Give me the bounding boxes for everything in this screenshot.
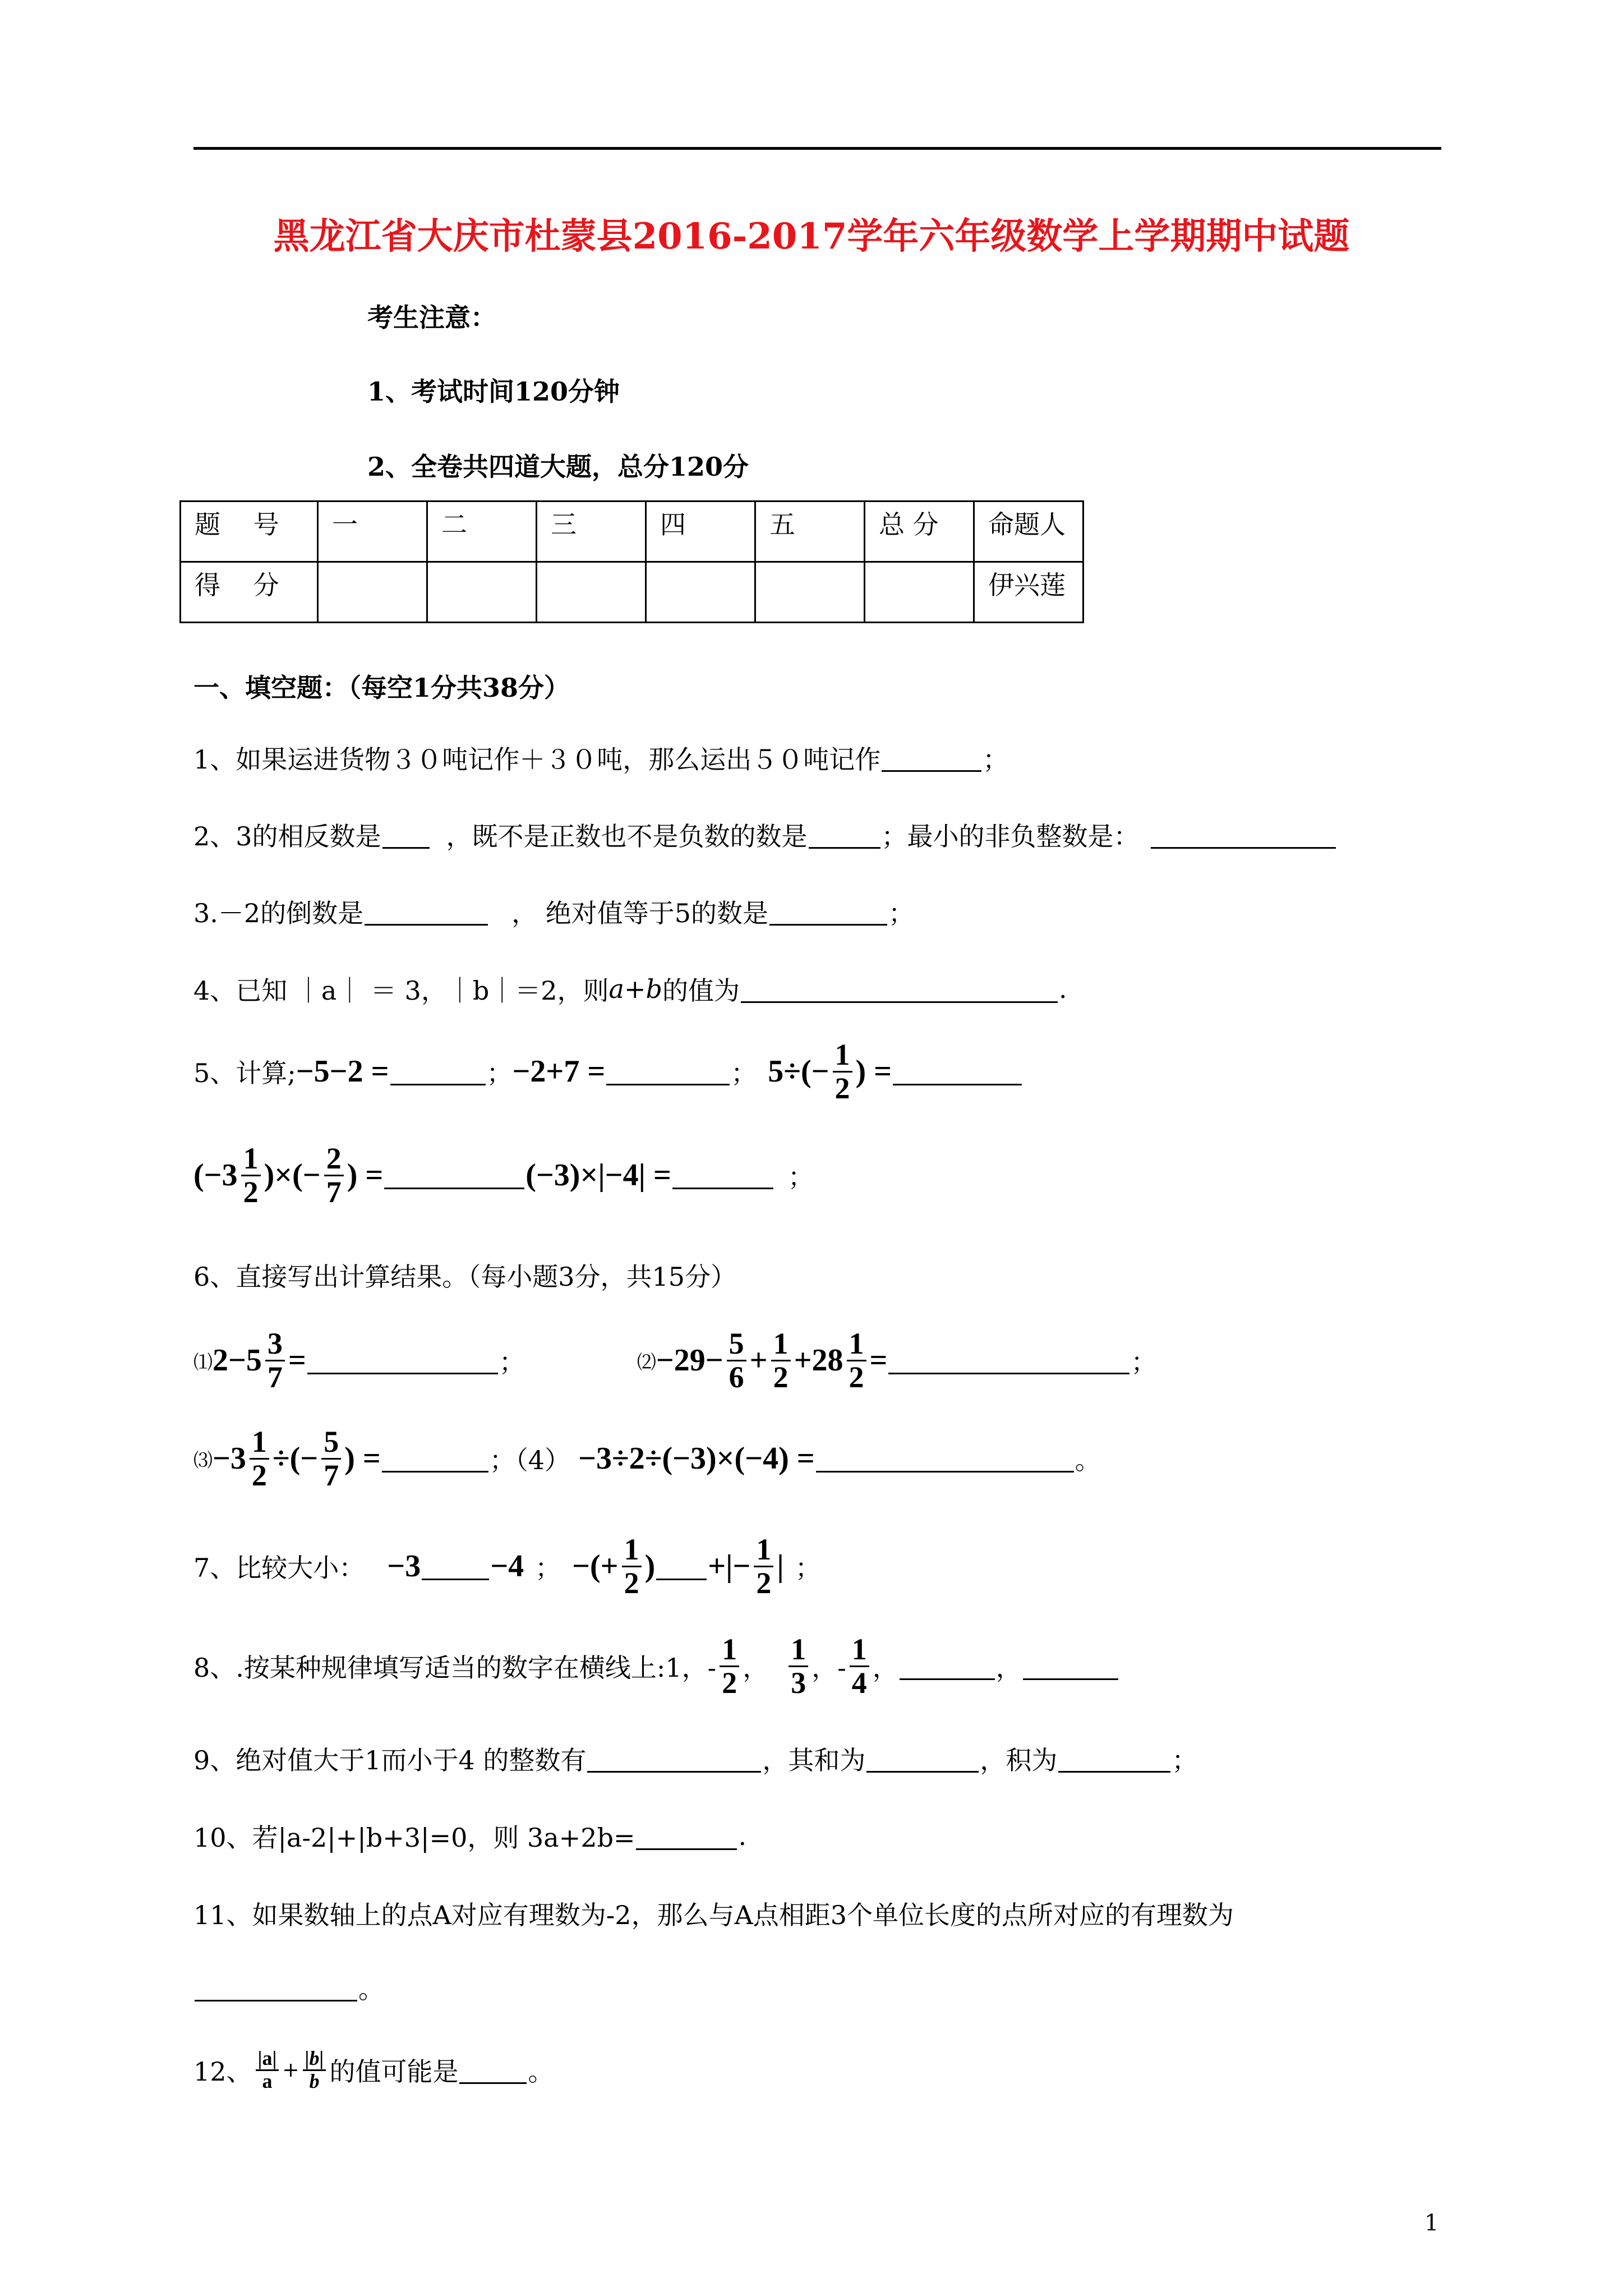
score-table-cell: 题 号	[181, 501, 318, 562]
fraction: $\frac{2}{7}$	[324, 1143, 344, 1208]
page-number: 1	[1424, 2210, 1439, 2236]
score-table	[179, 500, 1084, 623]
question-12	[193, 2042, 554, 2098]
notice-item-2: 2、全卷共四道大题，总分120分	[367, 452, 749, 482]
question-5-line-2	[193, 1136, 814, 1214]
math-expression: )	[644, 1549, 656, 1584]
answer-blank[interactable]	[809, 821, 880, 849]
answer-blank[interactable]	[390, 1058, 486, 1085]
question-text: ；	[499, 1347, 525, 1377]
score-table-cell[interactable]	[865, 562, 974, 623]
question-text: 。	[1075, 1445, 1101, 1475]
question-text: ， 绝对值等于5的数是	[511, 898, 769, 928]
math-expression: −3	[387, 1549, 421, 1584]
score-table-cell: 一	[318, 501, 427, 562]
question-text: 7、比较大小：	[193, 1553, 365, 1583]
fraction: $\frac{1}{2}$	[720, 1634, 739, 1699]
question-2	[193, 816, 1337, 853]
question-11	[193, 1895, 1234, 1932]
math-expression: (−3)×|−4| =	[525, 1158, 671, 1193]
item-marker: ⑵	[637, 1351, 656, 1374]
fraction: $\frac{1}{2}$	[847, 1328, 866, 1393]
math-expression: −29−	[656, 1343, 723, 1378]
question-text: ；	[1172, 1745, 1198, 1775]
question-text: ，	[872, 1653, 898, 1683]
question-7	[193, 1527, 821, 1605]
answer-blank[interactable]	[1151, 821, 1336, 849]
answer-blank[interactable]	[1023, 1653, 1118, 1680]
answer-blank[interactable]	[816, 1445, 1074, 1473]
question-text: .	[738, 1821, 747, 1851]
question-6-row-1	[193, 1321, 1156, 1400]
score-table-cell[interactable]	[537, 562, 646, 623]
fraction: $\frac{|b|}{b}$	[303, 2048, 326, 2092]
fraction: $\frac{|a|}{a}$	[256, 2048, 279, 2092]
answer-blank[interactable]	[382, 821, 430, 849]
item-marker: ；（4）	[489, 1445, 571, 1475]
math-expression: +	[282, 2058, 299, 2082]
answer-blank[interactable]	[365, 898, 488, 926]
question-text: 12、	[193, 2056, 252, 2087]
question-text: .	[1058, 974, 1067, 1004]
score-table-cell: 得 分	[181, 562, 318, 623]
fraction: $\frac{1}{2}$	[754, 1534, 773, 1599]
question-6	[193, 1257, 736, 1294]
question-4	[193, 970, 1067, 1007]
question-9	[193, 1740, 1197, 1777]
question-text: ；	[795, 1553, 821, 1583]
score-table-cell[interactable]	[427, 562, 537, 623]
question-8	[193, 1627, 1119, 1705]
score-table-cell: 命题人	[974, 501, 1083, 562]
math-expression: −(+	[572, 1549, 619, 1584]
question-11-answer	[193, 1969, 384, 2006]
score-table-cell[interactable]	[646, 562, 755, 623]
answer-blank[interactable]	[900, 1653, 995, 1680]
question-text: 2、3的相反数是	[193, 821, 381, 852]
fraction: $\frac{1}{2}$	[622, 1534, 642, 1599]
question-text: ，-	[811, 1653, 846, 1683]
answer-blank[interactable]	[893, 1058, 1022, 1085]
math-expression: −2+7 =	[512, 1054, 606, 1089]
score-table-cell[interactable]	[318, 562, 427, 623]
math-expression: ) =	[855, 1054, 892, 1089]
math-expression: 5÷(−	[768, 1054, 829, 1089]
score-table-cell: 二	[427, 501, 537, 562]
notice-item-1: 1、考试时间120分钟	[367, 376, 620, 407]
score-table-cell: 总 分	[865, 501, 974, 562]
math-expression: +	[749, 1343, 768, 1378]
answer-blank[interactable]	[866, 1745, 979, 1773]
answer-blank[interactable]	[741, 976, 1058, 1003]
fraction: $\frac{5}{6}$	[727, 1328, 746, 1393]
question-text: 9、绝对值大于1而小于4 的整数有	[193, 1745, 587, 1775]
score-table-header-row	[181, 501, 1083, 562]
question-text: ，既不是正数也不是负数的数是	[446, 821, 808, 852]
math-expression: −3÷2÷(−3)×(−4) =	[578, 1441, 815, 1476]
math-expression: −3	[213, 1441, 246, 1476]
fraction: $\frac{3}{7}$	[265, 1328, 285, 1393]
item-marker: ⑶	[193, 1449, 213, 1472]
question-6-row-2	[193, 1416, 1101, 1501]
fraction: $\frac{1}{3}$	[789, 1634, 808, 1699]
question-text: 6、直接写出计算结果。（每小题3分，共15分）	[193, 1262, 737, 1292]
question-text: ；	[486, 1058, 513, 1088]
answer-blank[interactable]	[606, 1058, 730, 1085]
score-table-cell: 伊兴莲	[974, 562, 1083, 623]
notice-heading: 考生注意：	[367, 302, 496, 333]
question-1	[193, 739, 1008, 776]
question-text: 10、若|a-2|+|b+3|=0，则 3a+2b=	[193, 1823, 635, 1853]
answer-blank[interactable]	[587, 1745, 761, 1773]
score-table-cell: 三	[537, 501, 646, 562]
math-expression: +|−	[708, 1549, 751, 1584]
answer-blank[interactable]	[882, 744, 981, 772]
question-text: 1、如果运进货物３０吨记作＋３０吨，那么运出５０吨记作	[193, 744, 881, 775]
math-expression: )×(−	[264, 1158, 321, 1193]
math-expression: =	[288, 1343, 306, 1378]
question-5	[193, 1037, 1023, 1105]
score-table-cell: 四	[646, 501, 755, 562]
fraction: $\frac{1}{2}$	[833, 1039, 852, 1104]
answer-blank[interactable]	[672, 1162, 773, 1189]
math-expression: ) =	[347, 1158, 384, 1193]
fraction: $\frac{1}{4}$	[850, 1634, 869, 1699]
header-rule	[193, 147, 1441, 150]
fraction: $\frac{5}{7}$	[321, 1426, 341, 1491]
math-expression: 2−5	[213, 1343, 262, 1378]
question-text: ；	[535, 1553, 561, 1583]
answer-blank[interactable]	[422, 1553, 489, 1580]
answer-blank[interactable]	[656, 1553, 707, 1580]
math-expression: −5−2 =	[296, 1054, 389, 1089]
question-text: ；	[787, 1162, 814, 1192]
question-text: ，其和为	[762, 1745, 866, 1775]
math-expression: +28	[794, 1343, 843, 1378]
fraction: $\frac{1}{2}$	[241, 1143, 261, 1208]
question-text: ；	[888, 898, 915, 928]
question-3	[193, 893, 914, 930]
answer-blank[interactable]	[307, 1347, 498, 1374]
question-text: 3.－2的倒数是	[193, 898, 364, 928]
question-text: ；	[1131, 1347, 1157, 1377]
question-10	[193, 1818, 746, 1855]
question-text: ，	[743, 1653, 769, 1683]
fraction: $\frac{1}{2}$	[771, 1328, 791, 1393]
question-text: ，积为	[980, 1745, 1058, 1775]
question-text: 。	[528, 2056, 554, 2087]
fraction: $\frac{1}{2}$	[250, 1426, 269, 1491]
question-text: 8、.按某种规律填写适当的数字在横线上:1，-	[193, 1653, 717, 1683]
question-text: 4、已知 ｜a｜ ＝ 3，｜b｜＝2，则	[193, 976, 609, 1006]
question-text: ，	[995, 1653, 1022, 1683]
question-variable: a+b	[608, 974, 662, 1004]
question-text: 5、计算;	[193, 1058, 296, 1088]
item-marker: ⑴	[193, 1351, 213, 1374]
question-text: ；	[731, 1058, 757, 1088]
question-text: ；	[983, 744, 1009, 775]
math-expression: |	[777, 1549, 784, 1584]
answer-blank[interactable]	[459, 2056, 527, 2084]
answer-blank[interactable]	[888, 1347, 1129, 1374]
question-text: 的值可能是	[329, 2056, 459, 2087]
question-text: 的值为	[662, 976, 740, 1006]
answer-blank[interactable]	[1058, 1745, 1170, 1773]
answer-blank[interactable]	[382, 1445, 488, 1473]
answer-blank[interactable]	[636, 1823, 737, 1850]
math-expression: ÷(−	[272, 1441, 319, 1476]
question-text: ；最小的非负整数是：	[881, 821, 1140, 852]
score-table-cell: 五	[755, 501, 865, 562]
score-table-cell[interactable]	[755, 562, 865, 623]
question-text: 11、如果数轴上的点A对应有理数为-2，那么与A点相距3个单位长度的点所对应的有理数为	[193, 1900, 1234, 1930]
answer-blank[interactable]	[769, 898, 887, 926]
section-heading: 一、填空题：（每空1分共38分）	[193, 673, 570, 703]
page-title: 黑龙江省大庆市杜蒙县2016-2017学年六年级数学上学期期中试题	[273, 215, 1350, 257]
answer-blank[interactable]	[195, 1974, 357, 2001]
math-expression: −4	[490, 1549, 524, 1584]
answer-blank[interactable]	[384, 1162, 524, 1189]
math-expression: (−3	[193, 1158, 238, 1193]
math-expression: =	[869, 1343, 888, 1378]
score-table-score-row	[181, 562, 1083, 623]
question-text: 。	[358, 1974, 384, 2004]
math-expression: ) =	[344, 1441, 381, 1476]
